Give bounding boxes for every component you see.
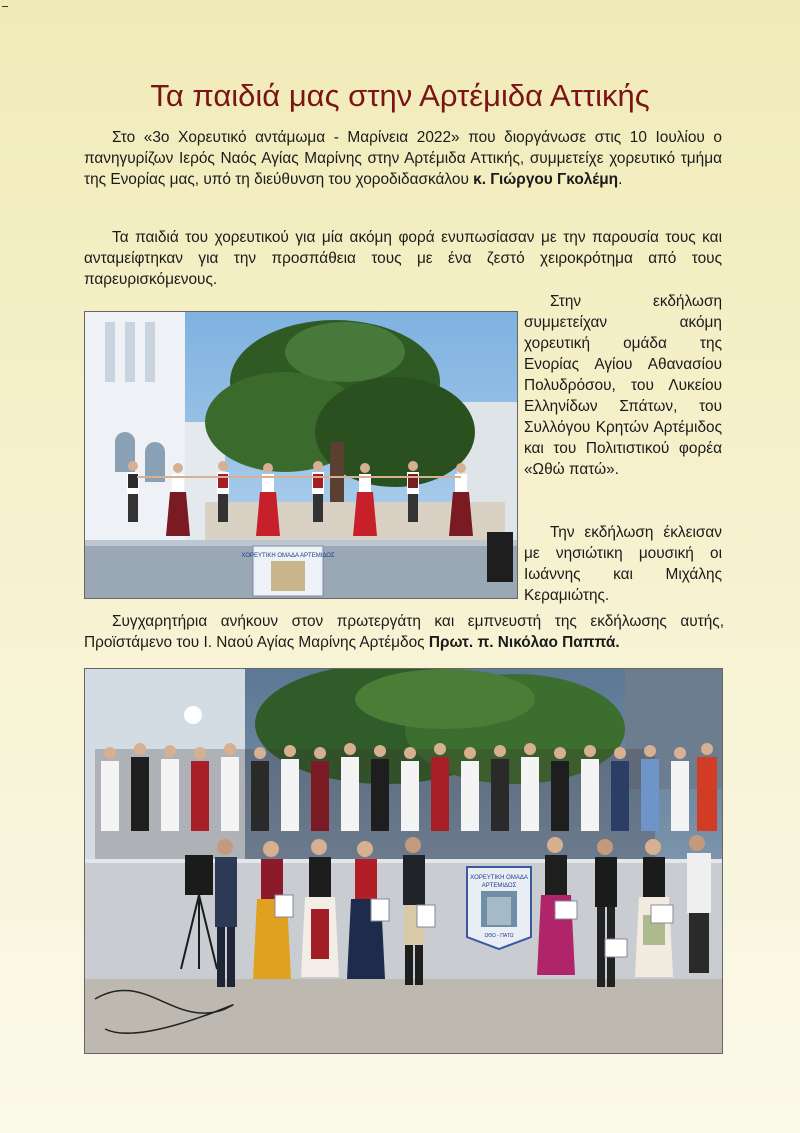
corner-mark — [2, 6, 8, 7]
intro-paragraph — [84, 127, 722, 190]
music-paragraph: Την εκδήλωση έκλεισαν με νησιώτικη μουσική οι Ιωάννης και Μιχάλης Κεραμιώτης. — [524, 524, 722, 604]
participants-paragraph: Στην εκδήλωση συμμετείχαν ακόμη χορευτική ομάδα της Ενορίας Αγίου Αθανασίου Πολυδρόσου, του Λυκείου Ελληνίδων Σπάτων, του Συλλόγου Κρητών Αρτέμιδος και του Πολιτιστικού φορέα «Ωθώ πατώ». — [524, 293, 722, 478]
applause-paragraph: Τα παιδιά του χορευτικού για μία ακόμη φορά ενυπωσίασαν με την παρουσία τους και ανταμείφτηκαν για την προσπάθεια τους με ένα ζεστό χειροκρότημα από τους παρευρισκόμενους. — [84, 229, 722, 288]
banner-line1: ΧΟΡΕΥΤΙΚΗ ΟΜΑΔΑ — [470, 875, 528, 881]
thanks-text: Συγχαρητήρια ανήκουν στον πρωτεργάτη και εμπνευστή της εκδήλωσης αυτής, Προϊστάμενο του Ι. Ναού Αγίας Μαρίνης Αρτέμδος — [84, 613, 724, 651]
stage-banner-text: ΧΟΡΕΥΤΙΚΗ ΟΜΑΔΑ ΑΡΤΕΜΙΔΟΣ — [241, 553, 335, 559]
page-title: Τα παιδιά μας στην Αρτέμιδα Αττικής — [150, 78, 650, 113]
banner-line2: ΑΡΤΕΜΙΔΟΣ — [481, 883, 517, 889]
banner-line3: ΩΘΩ - ΠΑΤΩ — [484, 933, 514, 939]
intro-end: . — [618, 171, 623, 188]
group-banner — [467, 867, 531, 949]
priest-name: Πρωτ. π. Νικόλαο Παππά. — [428, 634, 620, 651]
group-photo — [84, 668, 723, 1054]
intro-text: Στο «3ο Χορευτικό αντάμωμα - Μαρίνεια 2022» που διοργάνωσε στις 10 Ιουλίου ο πανηγυρίζων Ιερός Ναός Αγίας Μαρίνης στην Αρτέμιδα Αττικής, συμμετείχε χορευτικό τμήμα της Ενορίας μας, υπό τη διεύθυνση του χοροδιδασκάλου — [84, 129, 722, 188]
instructor-name: κ. Γιώργου Γκολέμη — [473, 171, 619, 188]
stage-dance-photo — [84, 311, 518, 599]
thanks-paragraph — [84, 611, 724, 653]
